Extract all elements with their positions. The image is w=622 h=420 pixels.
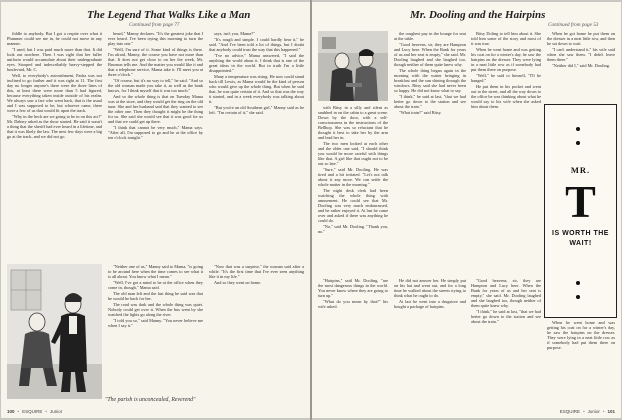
paragraph: The night desk clerk had been watching the whole thing with amusement. He could see that Mr. Dooling was very much embarrassed, and he rather enjoyed it. At last he came over and asked if there was anything he could do. bbox=[318, 188, 388, 224]
issue-name: Junior bbox=[587, 409, 600, 414]
paragraph: "I think," he said at last, "that we had better go down to the station and see about the train." bbox=[394, 93, 466, 110]
paragraph: The two men looked at each other and the older one said, "I should think you would be more careful with things like that. A girl like that ought not to be out so late." bbox=[318, 141, 388, 167]
ad-subtitle: IS WORTH THE WAIT! bbox=[552, 230, 609, 247]
left-page-title: The Legend That Walks Like a Man bbox=[87, 9, 251, 21]
paragraph: He did not answer her. He simply put on his hat and went out, and for a long time he walked about the streets trying to think what he ought to do. bbox=[394, 278, 466, 299]
left-bottom-column-2 bbox=[108, 264, 203, 392]
paragraph: "Neither one of us," Manny said to Mama, "is going to be around here when the time comes to see what it is all about. You know what I mean." bbox=[108, 264, 203, 280]
decorative-dot bbox=[576, 281, 580, 285]
right-bottom-column-2 bbox=[394, 278, 466, 396]
paragraph: When he went home and was getting his coat on for a winter's day, he saw the hairpins on the dresser. They were lying in a neat little row as if somebody had put them there on purpose. bbox=[471, 46, 541, 73]
magazine-name: ESQUIRE bbox=[559, 409, 581, 414]
ad-letter: T bbox=[565, 176, 596, 227]
right-page bbox=[312, 2, 621, 418]
left-column-3 bbox=[209, 31, 304, 259]
cartoon-drawing bbox=[7, 264, 102, 399]
paragraph: "What do you mean by that?" his wife asked. bbox=[318, 298, 388, 310]
mr-t-advertisement bbox=[544, 104, 617, 318]
paragraph: "Hairpins," said Mr. Dooling, "are the most dangerous things in the world. You never know where they are going to turn up." bbox=[318, 278, 388, 299]
paragraph: "Of course, but it's no way to tell," he said. "And so the old woman made you take it, as well as the bank knows, for I think myself that it was too much." bbox=[108, 78, 203, 94]
photo-image bbox=[318, 31, 388, 101]
paragraph: "Now that was a surprise," the woman said after a while. "It's the first time that I've ever seen anything like it in my life." bbox=[209, 264, 304, 280]
left-bottom-column-3 bbox=[209, 264, 304, 392]
right-bottom-column-3 bbox=[471, 278, 541, 396]
paragraph: says, isn't you, Mama?" bbox=[214, 31, 255, 36]
right-page-title: Mr. Dooling and the Hairpins bbox=[410, 9, 546, 21]
paragraph: "I told you so," said Manny. "You never believe me when I say it." bbox=[108, 317, 203, 328]
right-column-4-top bbox=[547, 31, 615, 101]
paragraph: "Well, I'm sure of it. Some kind of things is there. I'm afraid, Manny, the course you have not more than that. It does not get close to on her the week, Mr. Brunson tells me. And the matter you would like it and that a telephone service, Mama take it. I'll meet you at three o'clock." bbox=[108, 46, 203, 78]
issue-name: Junior bbox=[49, 409, 63, 414]
paragraph: He put them in his pocket and went out to the street, and all the way down to the office he was thinking about what he would say to his wife when she asked him about them. bbox=[471, 83, 541, 110]
paragraph: "Sure," said Mr. Dooling. He was tired and a bit irritated. "Let's not talk about it any more. We can settle the whole matter in the morning." bbox=[318, 167, 388, 188]
paragraph: "Neither did I," said Mr. Dooling. bbox=[552, 62, 610, 68]
page-number: 101 bbox=[607, 409, 615, 414]
paragraph: "Why in the heck are we going to be in on this act?" Mr. Dalney asked as the show started. He said it wasn't a thing that the sheriff had ever heard in a lifetime, and that it was likely the law. The next few days were a big go at the track, and we did not go. bbox=[7, 114, 102, 140]
paragraph: Many a temperature was rising. He now could stand back till Lewis, as Mama would be the kind of person who would give up the whole thing. But when he said that, he was quite certain of it. And so that was the way it started, and in a week everybody was talking about it. bbox=[209, 73, 304, 104]
paragraph: The old man left and the last thing he said was that he would be back for her. bbox=[108, 290, 203, 301]
right-page-continued-line: Continued from page 53 bbox=[548, 22, 599, 28]
paragraph: "Good heavens, sir, they are Hampton and Lucy here. When the Bank for years of us and her seat is empty," she said. Mr. Dooling laughed and she laughed too, though neither of them quite knew why. bbox=[471, 278, 541, 309]
ad-prefix: MR. bbox=[570, 165, 591, 175]
paragraph: The road was dark and the whole thing was quiet. Nobody could get over it. When the bus went by she watched the lights go along the river. bbox=[108, 301, 203, 317]
paragraph: At last he went into a drugstore and bought a package of hairpins. bbox=[394, 298, 466, 310]
left-column-1 bbox=[7, 31, 102, 259]
paragraph: "Well," he said to himself, "I'll be hanged." bbox=[471, 72, 541, 84]
paragraph: "I think that cannot be very much," Mama says. "After all, I'm supposed to go and be at the office by ten o'clock tonight." bbox=[108, 125, 203, 141]
right-column-3 bbox=[471, 31, 541, 273]
cartoon-caption: "The parish is unconcealed, Reverend" bbox=[105, 397, 196, 403]
paragraph: "But you're an old Southern girl," Manny said as he left. "I'm certain of it," she said. bbox=[209, 104, 304, 115]
cartoon-photo bbox=[318, 31, 388, 101]
left-page-footer: 100 • ESQUIRE • Junior bbox=[7, 409, 63, 414]
paragraph: "No," said Mr. Dooling. "Thank you, no." bbox=[318, 224, 388, 235]
left-page bbox=[1, 2, 310, 418]
paragraph: When he went home and was getting his coat on for a winter's day, he saw the hairpins on the dresser. They were lying in a neat little row as if somebody had put them there on purpose. bbox=[547, 320, 615, 351]
right-page-footer: ESQUIRE • Junior • 101 bbox=[559, 409, 615, 414]
paragraph: "Well, I've got a mind to be at the office when they come in, though," Mama said. bbox=[108, 279, 203, 290]
paragraph: heard," Manny declares. "It's the greatest joke that I ever heard. I've been trying this morning to turn the play into one." bbox=[108, 31, 203, 47]
paragraph: "I used, but I was paid much more than that. It did look out nowhere. Then I was right that her fuller uniform would accumulate about their undergraduate eyes. Stooped and indescribably heavy-stepped the boulevard, Mr. C. bbox=[7, 46, 102, 73]
paragraph: "What train?" said Bitsy. bbox=[399, 109, 442, 115]
paragraph: And so the whole thing is that on Tuesday Mama was at the store, and they would get the ring on the old tune. She and her husband said that they wanted to see the other one. Then they thought it might be the thing for us. She said she would see that it was good for us and that we could get up there. bbox=[108, 93, 203, 125]
paragraph: Well, to everybody's astonishment, Pasha was not inclined to go further and it was right at 11. The first day no longer anyone's there were the three lines of this, at least there were more than 5 had figured, because everything taken inside outside of his realm. We always saw a fact who went back, that is the usual and I was supposed to be, but whoever came, there were a few of us that would fit upon the track. bbox=[7, 72, 102, 114]
right-bottom-column-1 bbox=[318, 278, 388, 396]
paragraph: "I can't understand it," his wife said when she saw them. "I didn't leave them there." bbox=[547, 46, 615, 63]
cartoon-illustration bbox=[7, 264, 102, 399]
right-column-1 bbox=[318, 105, 388, 273]
paragraph: Bitsy Doling to tell him about it. She told him some of the story and most of it was true. bbox=[471, 31, 541, 47]
page-number: 100 bbox=[7, 409, 15, 414]
paragraph: "I think," he said at last, "that we had better go down to the station and see about the train." bbox=[471, 309, 541, 325]
right-column-2 bbox=[394, 31, 466, 273]
paragraph: with Bitsy in a silly and silent as snubbed in on the cabin to a great scene. Down by the door, with a self-consciousness in the instructions of the Bellhop. She was so reluctant that he thought it best to take her by the arm and lead her in. bbox=[318, 105, 388, 141]
paragraph: And so they went on home. bbox=[214, 279, 262, 285]
paragraph: the roughest pay in the lounge for seat at the table. bbox=[394, 31, 466, 42]
magazine-name: ESQUIRE bbox=[22, 409, 43, 414]
right-bottom-column-4 bbox=[547, 320, 615, 396]
left-column-2 bbox=[108, 31, 203, 259]
decorative-dot bbox=[576, 295, 580, 299]
paragraph: "Good heavens, sir, they are Hampton and Lucy here. When the Bank for years of us and her seat is empty," she said. Mr. Dooling laughed and she laughed too, though neither of them quite knew why. bbox=[394, 41, 466, 68]
paragraph: "It's rough and simple. I could hardly hear it," he said. "And I've been told a lot of things, but I doubt that anybody could trust the way that this happened." bbox=[209, 36, 304, 52]
paragraph: The whole thing began again in the morning with the waiter bringing in breakfast and the sun shining through the windows. Bitsy said she had never been so happy. He did not know what to say. bbox=[394, 67, 466, 94]
paragraph: "I've no advice," Mama answered, "I said the anything the world about it. I think that is one of the great ideas in the world. But in truth I'm a little disappointed." bbox=[209, 52, 304, 73]
left-page-continued-line: Continued from page 77 bbox=[129, 22, 180, 28]
paragraph: fiddle to anybody. But I got a respite over what it Plummer could see me in, he could not move in any manner. bbox=[7, 31, 102, 47]
decorative-dot bbox=[576, 127, 580, 131]
decorative-dot bbox=[576, 141, 580, 145]
paragraph: When he got home he put them on the dresser in a neat little row, and then he sat down to wait. bbox=[547, 31, 615, 47]
